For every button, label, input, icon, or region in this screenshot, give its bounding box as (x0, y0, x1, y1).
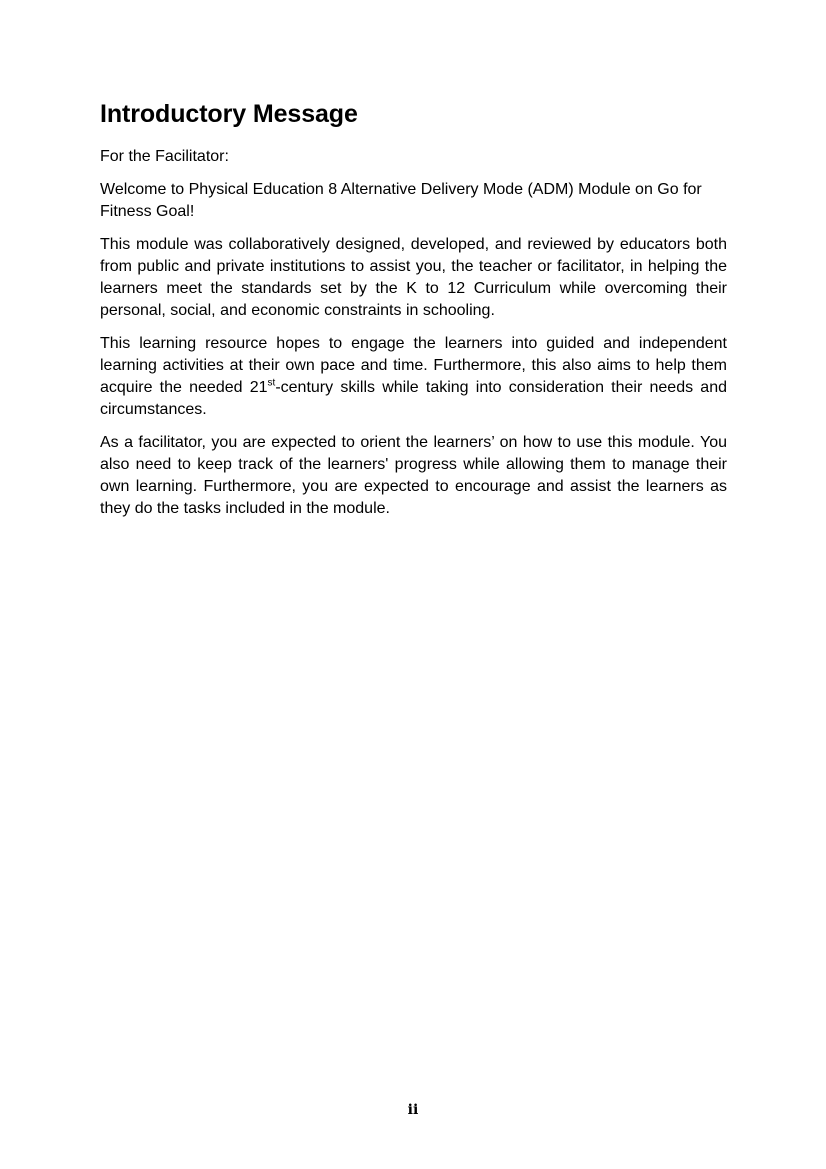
paragraph-module-design: This module was collaboratively designed, developed, and reviewed by educators both from public and private institutions to assist you, the teacher or facilitator, in helping the learners meet the standards set by the K to 12 Curriculum while overcoming their personal, social, and economic constraints in schooling. (100, 236, 727, 319)
page-title: Introductory Message (100, 100, 358, 128)
paragraph-facilitator-role: As a facilitator, you are expected to orient the learners’ on how to use this module. You also need to keep track of the learners' progress while allowing them to manage their own learning. Furthermore, you are expected to encourage and assist the learners as they do the tasks included in the module. (100, 434, 727, 517)
document-page (100, 96, 727, 531)
paragraph-welcome: Welcome to Physical Education 8 Alternative Delivery Mode (ADM) Module on Go for Fitness Goal! (100, 181, 702, 220)
paragraph-learning-resource-text-end: -century skills while taking into consideration their needs and circumstances. (100, 379, 728, 418)
paragraph-learning-resource (100, 333, 727, 421)
salutation: For the Facilitator: (100, 148, 229, 165)
page-number: ii (407, 1102, 419, 1118)
superscript-ordinal: st (267, 377, 276, 389)
paragraph-learning-resource-text: This learning resource hopes to engage the learners into guided and independent learning activities at their own pace and time. Furthermore, this also aims to help them acquire the needed 21 (100, 335, 727, 396)
